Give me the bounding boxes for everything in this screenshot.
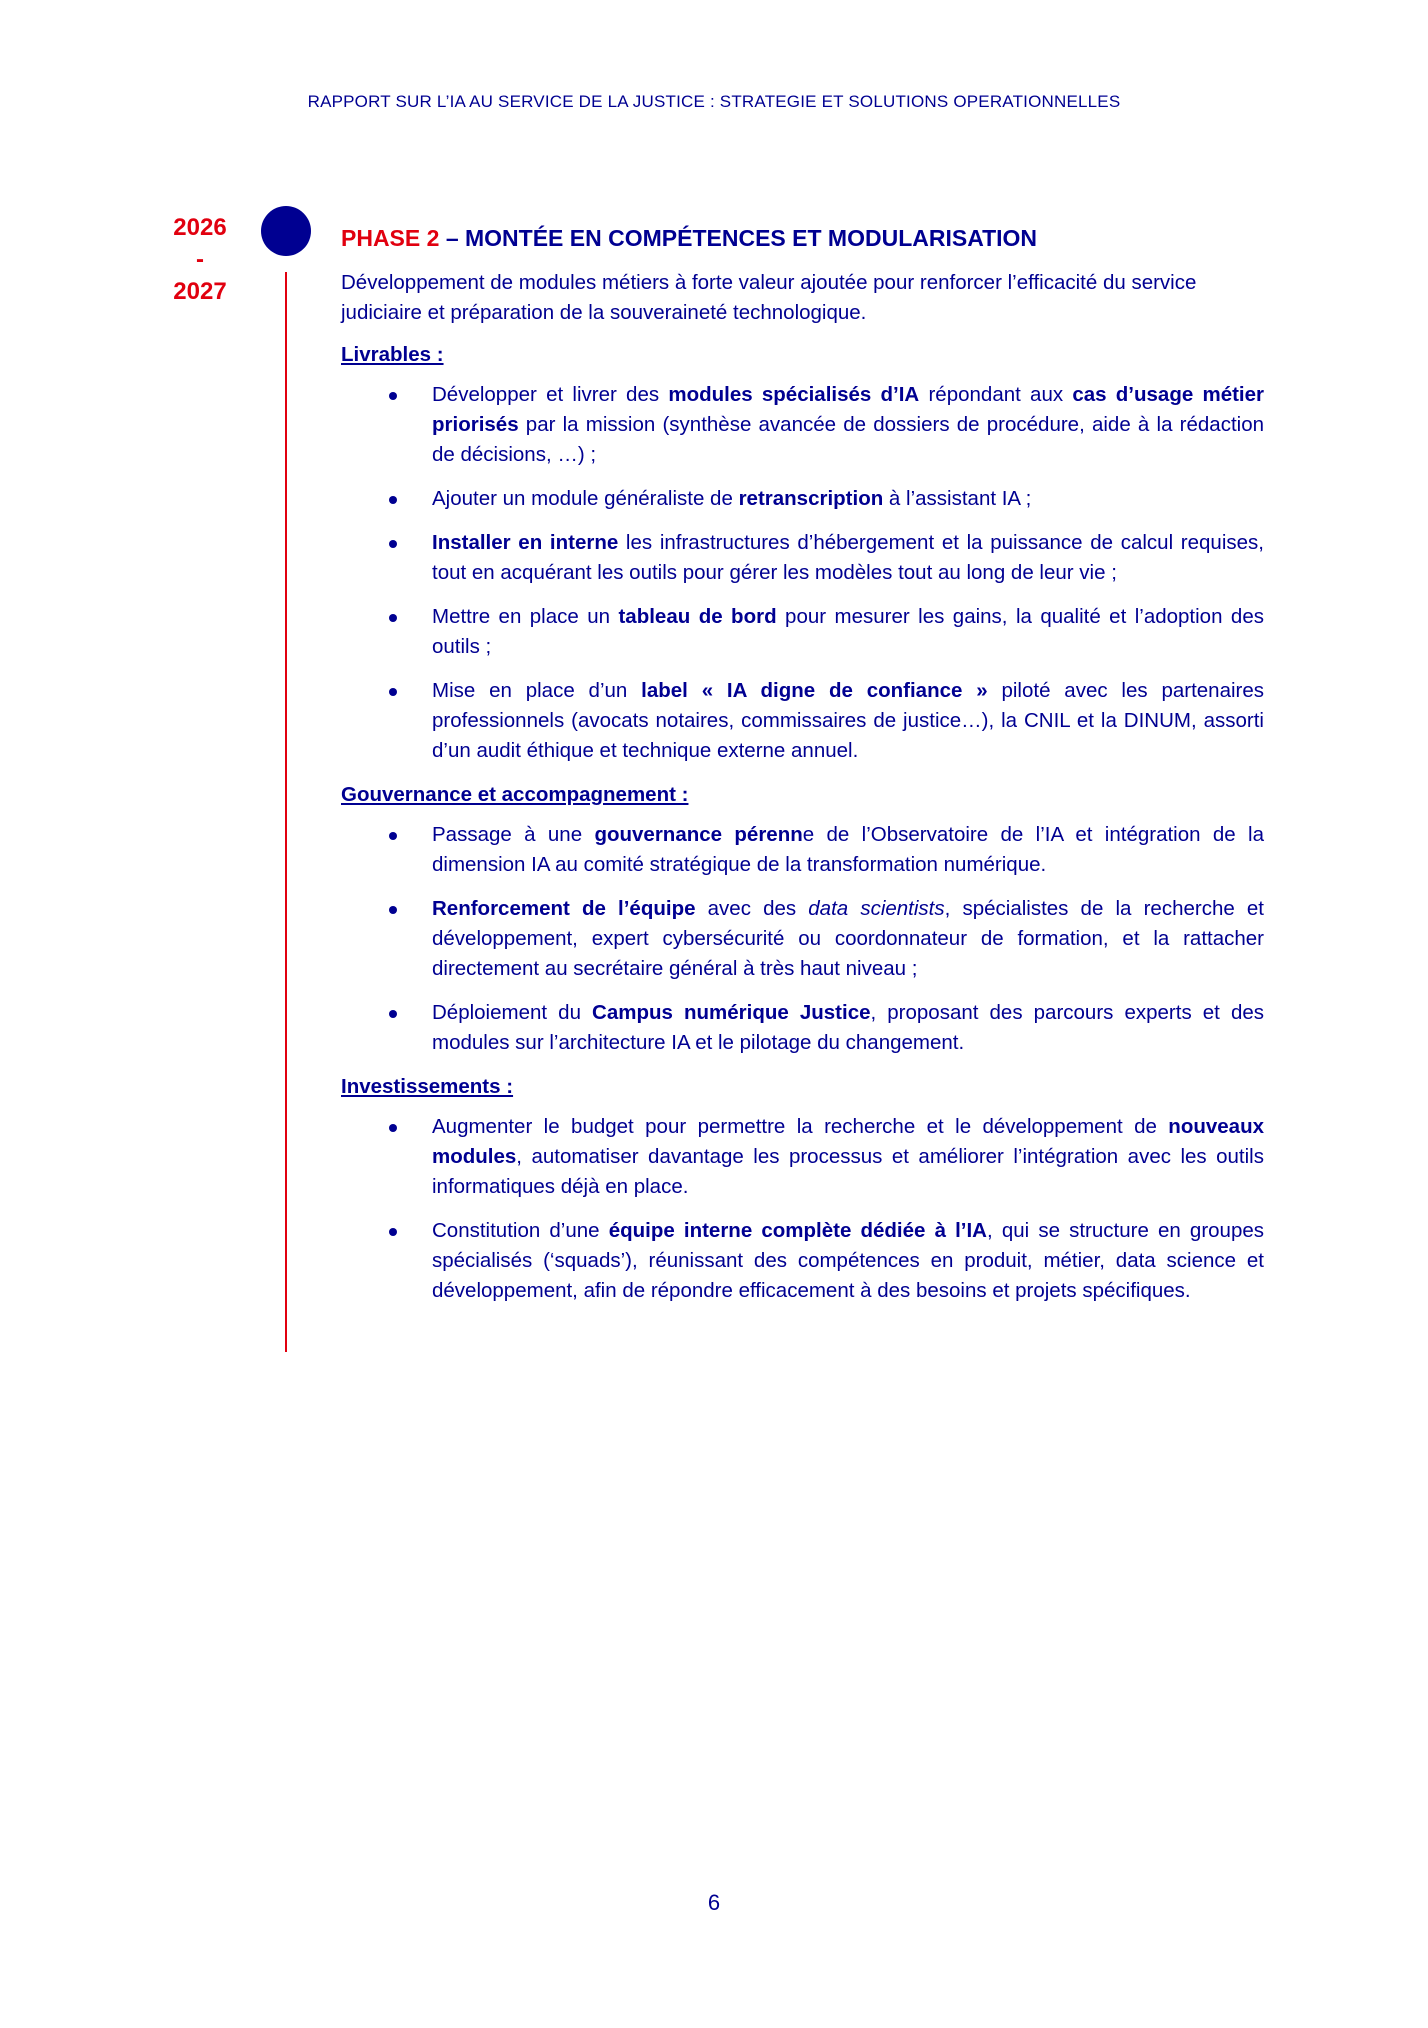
list-item-text: Passage à une gouvernance pérenne de l’Observatoire de l’IA et intégration de la dimension IA au comité stratégique de la transformation numérique. (432, 823, 1264, 876)
bullet-icon (389, 832, 397, 840)
list-item-text: Ajouter un module généraliste de retranscription à l’assistant IA ; (432, 487, 1032, 510)
list-item-text: Mise en place d’un label « IA digne de confiance » piloté avec les partenaires professionnels (avocats notaires, commissaires de justice…), la CNIL et la DINUM, assorti d’un audit éthique et technique externe annuel. (432, 679, 1265, 762)
list-item (341, 1216, 1264, 1306)
section-title-investissements: Investissements : (341, 1075, 514, 1098)
list-item-text: Augmenter le budget pour permettre la recherche et le développement de nouveaux modules, automatiser davantage les processus et améliorer l’intégration avec les outils informatiques déjà en place. (432, 1115, 1264, 1198)
list-item-text: Développer et livrer des modules spécialisés d’IA répondant aux cas d’usage métier priorisés par la mission (synthèse avancée de dossiers de procédure, aide à la rédaction de décisions, …) ; (432, 383, 1265, 466)
bullet-icon (389, 540, 397, 548)
list-item (341, 602, 1264, 662)
phase-intro: Développement de modules métiers à forte valeur ajoutée pour renforcer l’efficacité du service judiciaire et préparation de la souveraineté technologique. (341, 271, 1197, 324)
list-item (341, 1112, 1264, 1202)
bullet-icon (389, 1010, 397, 1018)
list-investissements (341, 1112, 1264, 1306)
list-gouvernance (341, 820, 1264, 1058)
phase-content (341, 222, 1264, 1320)
timeline-years (150, 212, 250, 308)
bullet-icon (389, 614, 397, 622)
section-title-livrables: Livrables : (341, 343, 444, 366)
list-item-text: Mettre en place un tableau de bord pour mesurer les gains, la qualité et l’adoption des outils ; (432, 605, 1264, 658)
year-separator: - (196, 246, 204, 273)
list-item-text: Constitution d’une équipe interne complète dédiée à l’IA, qui se structure en groupes spécialisés (‘squads’), réunissant des compétences en produit, métier, data science et développement, afin de répondre efficacement à des besoins et projets spécifiques. (432, 1219, 1264, 1302)
list-item (341, 380, 1264, 470)
page-number: 6 (707, 1890, 721, 1915)
timeline-line (285, 272, 287, 1352)
bullet-icon (389, 392, 397, 400)
bullet-icon (389, 1124, 397, 1132)
bullet-icon (389, 496, 397, 504)
running-header: RAPPORT SUR L’IA AU SERVICE DE LA JUSTICE : STRATEGIE ET SOLUTIONS OPERATIONNELLES (307, 92, 1121, 111)
phase-title (341, 222, 1264, 254)
phase-label: PHASE 2 (341, 225, 440, 251)
list-item-text: Déploiement du Campus numérique Justice, proposant des parcours experts et des modules sur l’architecture IA et le pilotage du changement. (432, 1001, 1264, 1054)
list-item (341, 676, 1264, 766)
bullet-icon (389, 906, 397, 914)
timeline-dot (261, 206, 311, 256)
phase-heading: – MONTÉE EN COMPÉTENCES ET MODULARISATION (439, 225, 1038, 251)
list-livrables (341, 380, 1264, 766)
list-item-text: Installer en interne les infrastructures d’hébergement et la puissance de calcul requises, tout en acquérant les outils pour gérer les modèles tout au long de leur vie ; (432, 531, 1264, 584)
list-item (341, 894, 1264, 984)
year-end: 2027 (173, 278, 227, 305)
bullet-icon (389, 1228, 397, 1236)
year-start: 2026 (173, 214, 227, 241)
list-item (341, 484, 1264, 514)
list-item (341, 820, 1264, 880)
bullet-icon (389, 688, 397, 696)
list-item (341, 528, 1264, 588)
list-item-text: Renforcement de l’équipe avec des data scientists, spécialistes de la recherche et développement, expert cybersécurité ou coordonnateur de formation, et la rattacher directement au secrétaire général à très haut niveau ; (432, 897, 1264, 980)
section-title-gouvernance: Gouvernance et accompagnement : (341, 783, 689, 806)
list-item (341, 998, 1264, 1058)
